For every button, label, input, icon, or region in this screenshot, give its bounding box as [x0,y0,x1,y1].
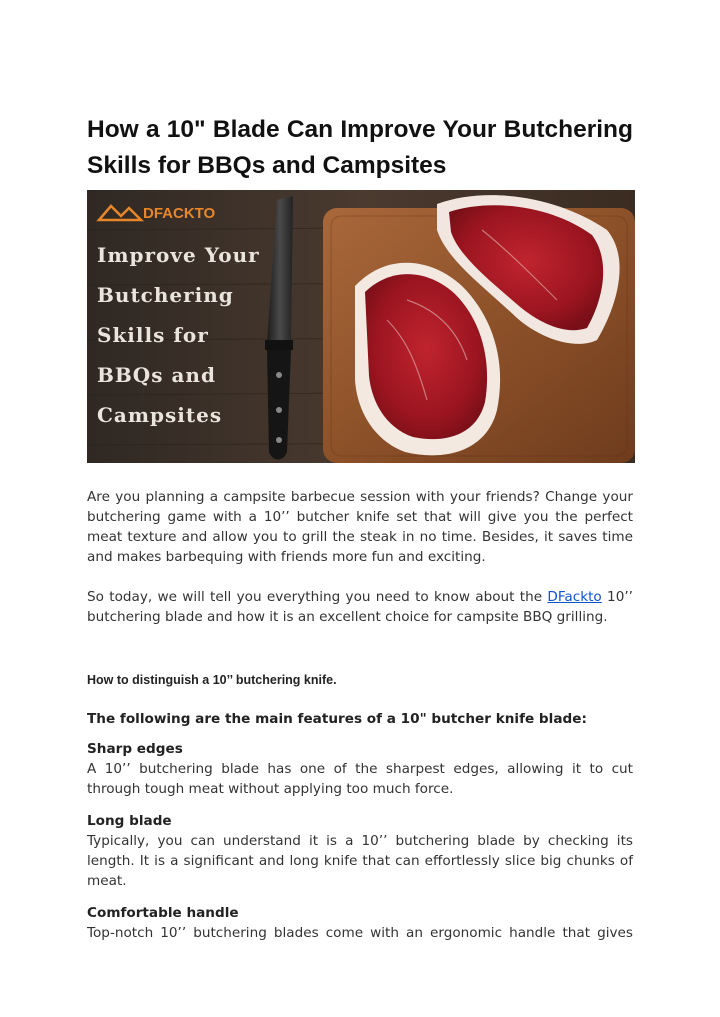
overlay-line-2: Butchering [97,283,234,307]
feature-text: Top-notch 10’’ butchering blades come with an ergonomic handle that gives [87,925,633,941]
feature-title: Long blade [87,813,172,829]
para2-text-before: So today, we will tell you everything you need to know about the [87,589,548,605]
feature-text: Typically, you can understand it is a 10’’ butchering blade by checking its length. It is a significant and long knife that can effortlessly slice big chunks of meat. [87,833,633,889]
overlay-line-1: Improve Your [97,243,260,267]
second-paragraph [87,587,633,627]
feature-sharp-edges [87,739,633,799]
overlay-line-5: Campsites [97,403,223,427]
dfackto-link[interactable]: DFackto [547,589,602,605]
feature-comfortable-handle [87,903,633,943]
para2-text-after: 10’’ butchering blade and how it is an excellent choice for campsite BBQ grilling. [87,589,633,625]
feature-text: A 10’’ butchering blade has one of the sharpest edges, allowing it to cut through tough meat without applying too much force. [87,761,633,797]
feature-title: Comfortable handle [87,905,239,921]
overlay-line-3: Skills for [97,323,209,347]
hero-image [87,190,635,463]
feature-long-blade [87,811,633,891]
feature-title: Sharp edges [87,741,183,757]
intro-paragraph: Are you planning a campsite barbecue session with your friends? Change your butchering game with a 10’’ butcher knife set that will give you the perfect meat texture and allow you to grill the steak in no time. Besides, it saves time and makes barbequing with friends more fun and exciting. [87,489,633,565]
article [87,112,633,943]
article-title: How a 10" Blade Can Improve Your Butchering Skills for BBQs and Campsites [87,116,633,179]
section-subheading: How to distinguish a 10’’ butchering knife. [87,673,337,687]
overlay-line-4: BBQs and [97,363,216,387]
features-title: The following are the main features of a 10" butcher knife blade: [87,711,587,727]
logo-text: DFACKTO [143,205,216,222]
